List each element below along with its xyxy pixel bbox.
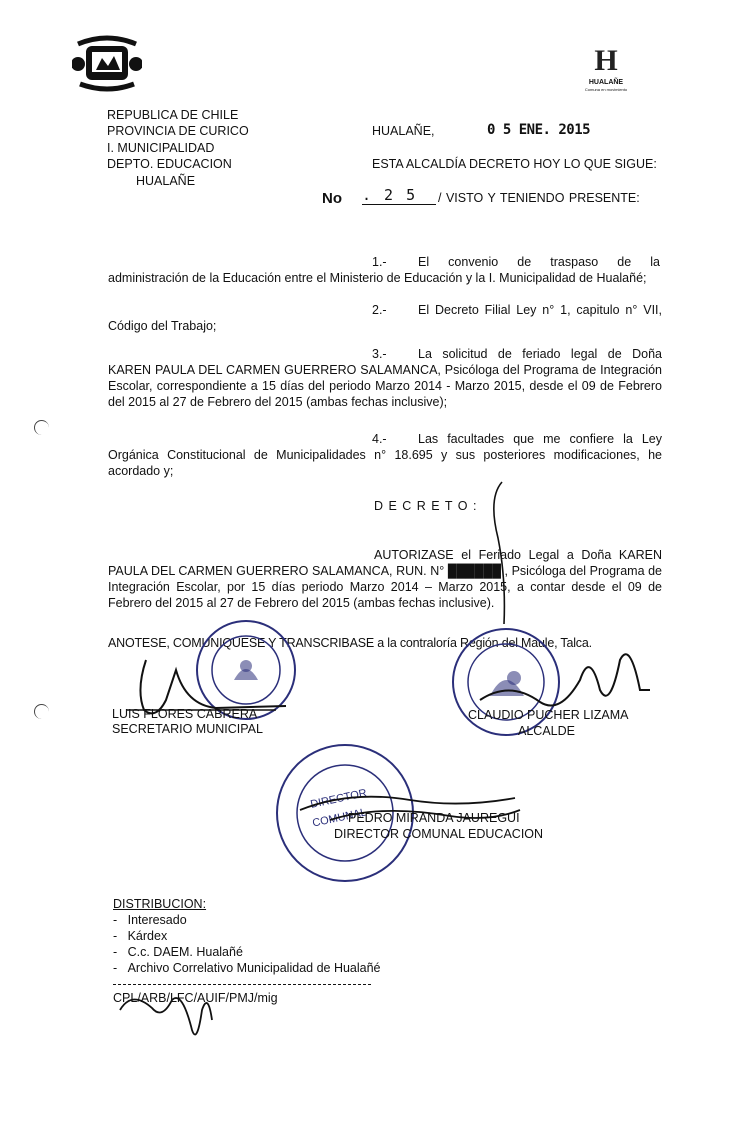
secretary-name: LUIS FLORES CABRERA (112, 707, 258, 721)
secretary-title: SECRETARIO MUNICIPAL (112, 722, 263, 736)
distribution-item: - Kárdex (113, 929, 168, 943)
mayor-signature (470, 620, 670, 720)
decreto-body-first: AUTORIZASE el Feriado Legal a Doña KAREN (374, 548, 662, 562)
considerando-4-num: 4.- (372, 432, 387, 446)
municipal-crest-logo (72, 30, 142, 94)
distribution-item-text: Interesado (127, 913, 187, 927)
header-line-4: DEPTO. EDUCACION (107, 157, 232, 171)
punch-hole-bottom (34, 704, 49, 719)
initials-signature (112, 980, 242, 1050)
considerando-1-first: El convenio de traspaso de la (418, 255, 660, 269)
distribution-initials: CPL/ARB/LFC/AUIF/PMJ/mig (113, 991, 278, 1005)
decreto-bracket-stroke (478, 478, 518, 628)
education-stamp-center-2: COMUNAL (311, 806, 368, 830)
visto-line: / VISTO Y TENIENDO PRESENTE: (438, 191, 640, 205)
considerando-2-first: El Decreto Filial Ley n° 1, capitulo n° VII, (418, 303, 662, 317)
brand-mark: H (594, 44, 618, 77)
place-label: HUALAÑE, (372, 124, 435, 138)
decreto-body-rest: PAULA DEL CARMEN GUERRERO SALAMANCA, RUN. N° ██████ , Psicóloga del Programa de Integración Escolar, por 15 días periodo Marzo 2014 – Marzo 2015, a contar desde el 09 de Febrero del 2015 al 27 de Febrero del 2015 (ambas fechas inclusive). (108, 564, 662, 610)
punch-hole-top (34, 420, 49, 435)
director-title: DIRECTOR COMUNAL EDUCACION (334, 827, 544, 841)
header-line-3: I. MUNICIPALIDAD (107, 141, 215, 155)
brand-tagline: Comuna en movimiento (584, 87, 628, 92)
mayor-title: ALCALDE (518, 724, 575, 738)
decree-number: . 2 5 (362, 186, 436, 205)
mayor-name: CLAUDIO PUCHER LIZAMA (468, 708, 629, 722)
brand-name: HUALAÑE (588, 79, 624, 86)
considerando-3-rest: KAREN PAULA DEL CARMEN GUERRERO SALAMANCA, Psicóloga del Programa de Integración Escolar, correspondiente a 15 días del periodo Marzo 2014 - Marzo 2015, desde el 09 de Febrero del 2015 al 27 de Febrero del 2015 (ambas fechas inclusive); (108, 363, 662, 409)
director-name: PEDRO MIRANDA JAUREGUI (348, 811, 520, 825)
anotese-line: ANOTESE, COMUNIQUESE Y TRANSCRIBASE a la contraloría Región del Maule, Talca. (108, 636, 592, 650)
considerando-2-rest: Código del Trabajo; (108, 319, 217, 333)
distribution-item: - Interesado (113, 913, 187, 927)
considerando-2-num: 2.- (372, 303, 387, 317)
header-line-1: REPUBLICA DE CHILE (107, 108, 239, 122)
header-line-5: HUALAÑE (136, 174, 196, 188)
decreto-heading: D E C R E T O : (374, 499, 478, 513)
considerando-4-first: Las facultades que me confiere la Ley (418, 432, 662, 446)
header-line-2: PROVINCIA DE CURICO (107, 124, 249, 138)
considerando-3-first: La solicitud de feriado legal de Doña (418, 347, 662, 361)
distribution-item-text: Kárdex (127, 929, 168, 943)
hualane-brand-logo (578, 46, 634, 102)
decree-number-prefix: No (322, 190, 342, 207)
distribution-item-text: Archivo Correlativo Municipalidad de Hualañé (127, 961, 381, 975)
date-stamp: 0 5 ENE. 2015 (487, 122, 591, 138)
considerando-4-rest: Orgánica Constitucional de Municipalidades n° 18.695 y sus posteriores modificaciones, he acordado y; (108, 448, 662, 478)
distribution-item-text: C.c. DAEM. Hualañé (127, 945, 243, 959)
considerando-1-rest: administración de la Educación entre el Ministerio de Educación y la I. Municipalidad de Hualañé; (108, 271, 647, 285)
considerando-3-num: 3.- (372, 347, 387, 361)
distribution-title: DISTRIBUCION: (113, 897, 207, 911)
distribution-item: - Archivo Correlativo Municipalidad de Hualañé (113, 961, 381, 975)
considerando-1-num: 1.- (372, 255, 387, 269)
distribution-item: - C.c. DAEM. Hualañé (113, 945, 243, 959)
alcaldia-line: ESTA ALCALDÍA DECRETO HOY LO QUE SIGUE: (372, 157, 657, 171)
education-stamp-center-1: DIRECTOR (309, 787, 368, 811)
